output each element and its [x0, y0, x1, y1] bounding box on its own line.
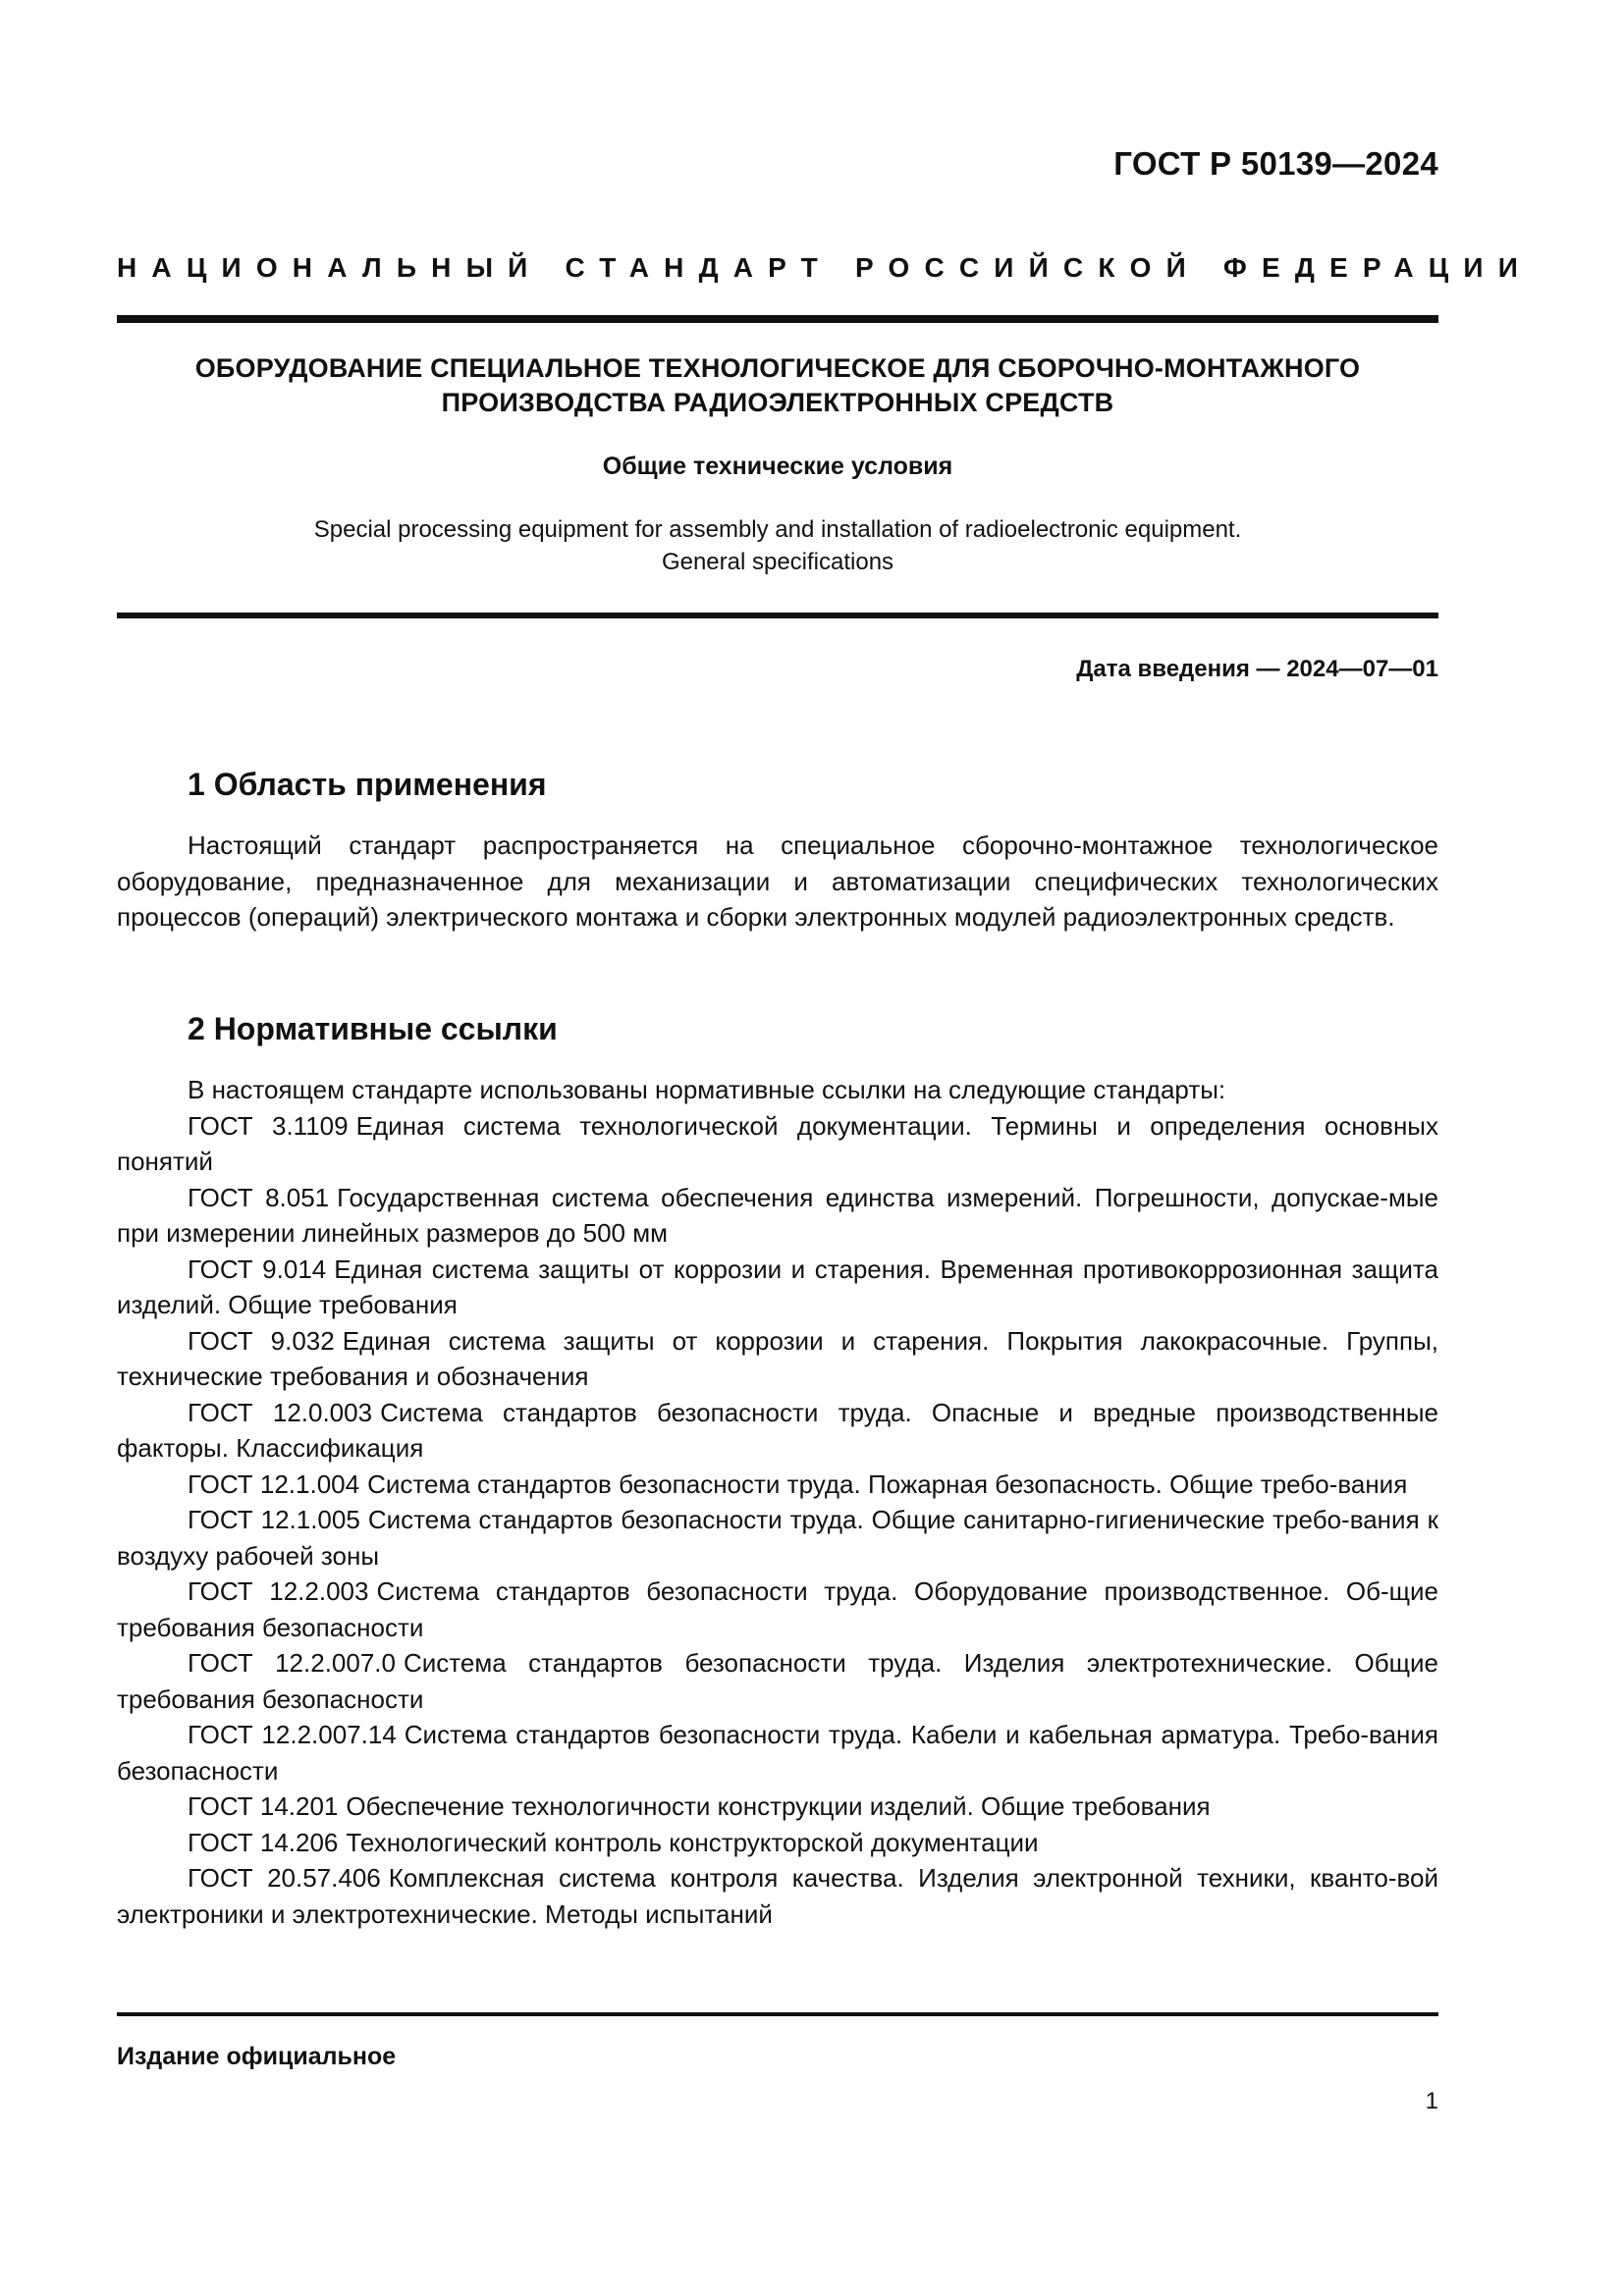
reference-code: ГОСТ 12.2.007.0 [188, 1648, 396, 1678]
title-divider [117, 613, 1438, 618]
english-title-line-1: Special processing equipment for assembly and installation of radioelectronic equipment. [313, 516, 1242, 543]
reference-code: ГОСТ 12.2.003 [188, 1576, 369, 1606]
references-intro: В настоящем стандарте использованы нормативные ссылки на следующие стандарты: [188, 1075, 1226, 1104]
reference-item [117, 1323, 1438, 1395]
reference-text: Технологический контроль конструкторской документации [346, 1827, 1039, 1857]
reference-item [117, 1574, 1438, 1645]
normative-references [117, 1072, 1438, 1932]
reference-item [117, 1467, 1438, 1503]
reference-item [117, 1825, 1438, 1861]
reference-text: Система стандартов безопасности труда. Изделия электротехнические. Общие требования безопасности [117, 1648, 1438, 1714]
standard-number: ГОСТ Р 50139—2024 [1113, 145, 1438, 182]
reference-code: ГОСТ 12.2.007.14 [188, 1720, 397, 1749]
title-line-2: ПРОИЗВОДСТВА РАДИОЭЛЕКТРОННЫХ СРЕДСТВ [441, 388, 1114, 417]
document-subtitle: Общие технические условия [602, 453, 953, 480]
footer-divider [117, 2012, 1438, 2016]
reference-code: ГОСТ 9.014 [188, 1254, 327, 1284]
introduction-date: Дата введения — 2024—07—01 [1076, 656, 1438, 682]
english-title-line-2: General specifications [661, 549, 894, 575]
reference-code: ГОСТ 12.1.004 [188, 1468, 360, 1499]
english-title [117, 513, 1438, 578]
reference-text: Единая система технологической документации. Термины и определения основных понятий [117, 1110, 1438, 1176]
title-line-1: ОБОРУДОВАНИЕ СПЕЦИАЛЬНОЕ ТЕХНОЛОГИЧЕСКОЕ ДЛЯ СБОРОЧНО-МОНТАЖНОГО [194, 353, 1361, 383]
reference-code: ГОСТ 3.1109 [188, 1110, 349, 1141]
document-title [117, 351, 1438, 420]
reference-text: Обеспечение технологичности конструкции изделий. Общие требования [346, 1791, 1211, 1821]
reference-item [117, 1395, 1438, 1467]
reference-item [117, 1860, 1438, 1932]
official-edition-label: Издание официальное [117, 2043, 397, 2070]
reference-code: ГОСТ 20.57.406 [188, 1863, 381, 1893]
reference-code: ГОСТ 12.0.003 [188, 1397, 373, 1427]
reference-code: ГОСТ 14.206 [188, 1827, 339, 1857]
reference-code: ГОСТ 9.032 [188, 1325, 335, 1356]
reference-text: Государственная система обеспечения единства измерений. Погрешности, допускае-мые при измерении линейных размеров до 500 мм [117, 1182, 1438, 1248]
page-number: 1 [1425, 2088, 1438, 2114]
section-heading-normative-refs: 2 Нормативные ссылки [188, 1011, 558, 1046]
reference-item [117, 1789, 1438, 1825]
national-standard-banner: НАЦИОНАЛЬНЫЙ СТАНДАРТ РОССИЙСКОЙ ФЕДЕРАЦИИ [117, 252, 1534, 283]
reference-text: Система стандартов безопасности труда. Общие санитарно-гигиенические требо-вания к воздуху рабочей зоны [117, 1505, 1438, 1571]
reference-code: ГОСТ 14.201 [188, 1791, 339, 1821]
reference-text: Единая система защиты от коррозии и старения. Покрытия лакокрасочные. Группы, технические требования и обозначения [117, 1325, 1438, 1391]
reference-item [117, 1252, 1438, 1323]
reference-text: Единая система защиты от коррозии и старения. Временная противокоррозионная защита изделий. Общие требования [117, 1254, 1438, 1319]
reference-item [117, 1108, 1438, 1180]
header-divider [117, 315, 1438, 323]
section-heading-scope: 1 Область применения [188, 767, 547, 802]
reference-text: Система стандартов безопасности труда. Кабели и кабельная арматура. Требо-вания безопасности [117, 1720, 1439, 1786]
reference-text: Система стандартов безопасности труда. Пожарная безопасность. Общие требо-вания [367, 1468, 1408, 1499]
reference-text: Комплексная система контроля качества. Изделия электронной техники, кванто-вой электроники и электротехнические. Методы испытаний [117, 1863, 1439, 1929]
reference-text: Система стандартов безопасности труда. Оборудование производственное. Об-щие требования безопасности [117, 1576, 1438, 1642]
reference-code: ГОСТ 8.051 [188, 1182, 330, 1212]
reference-text: Система стандартов безопасности труда. Опасные и вредные производственные факторы. Классификация [117, 1397, 1438, 1463]
reference-item [117, 1180, 1438, 1252]
reference-item [117, 1645, 1438, 1717]
scope-paragraph: Настоящий стандарт распространяется на специальное сборочно-монтажное технологическое оборудование, предназначенное для механизации и автоматизации специфических технологических процессов (операций) электрического монтажа и сборки электронных модулей радиоэлектронных средств. [117, 830, 1438, 932]
reference-item [117, 1717, 1438, 1789]
document-page [117, 0, 1534, 2296]
reference-item [117, 1502, 1438, 1574]
reference-code: ГОСТ 12.1.005 [188, 1505, 360, 1534]
